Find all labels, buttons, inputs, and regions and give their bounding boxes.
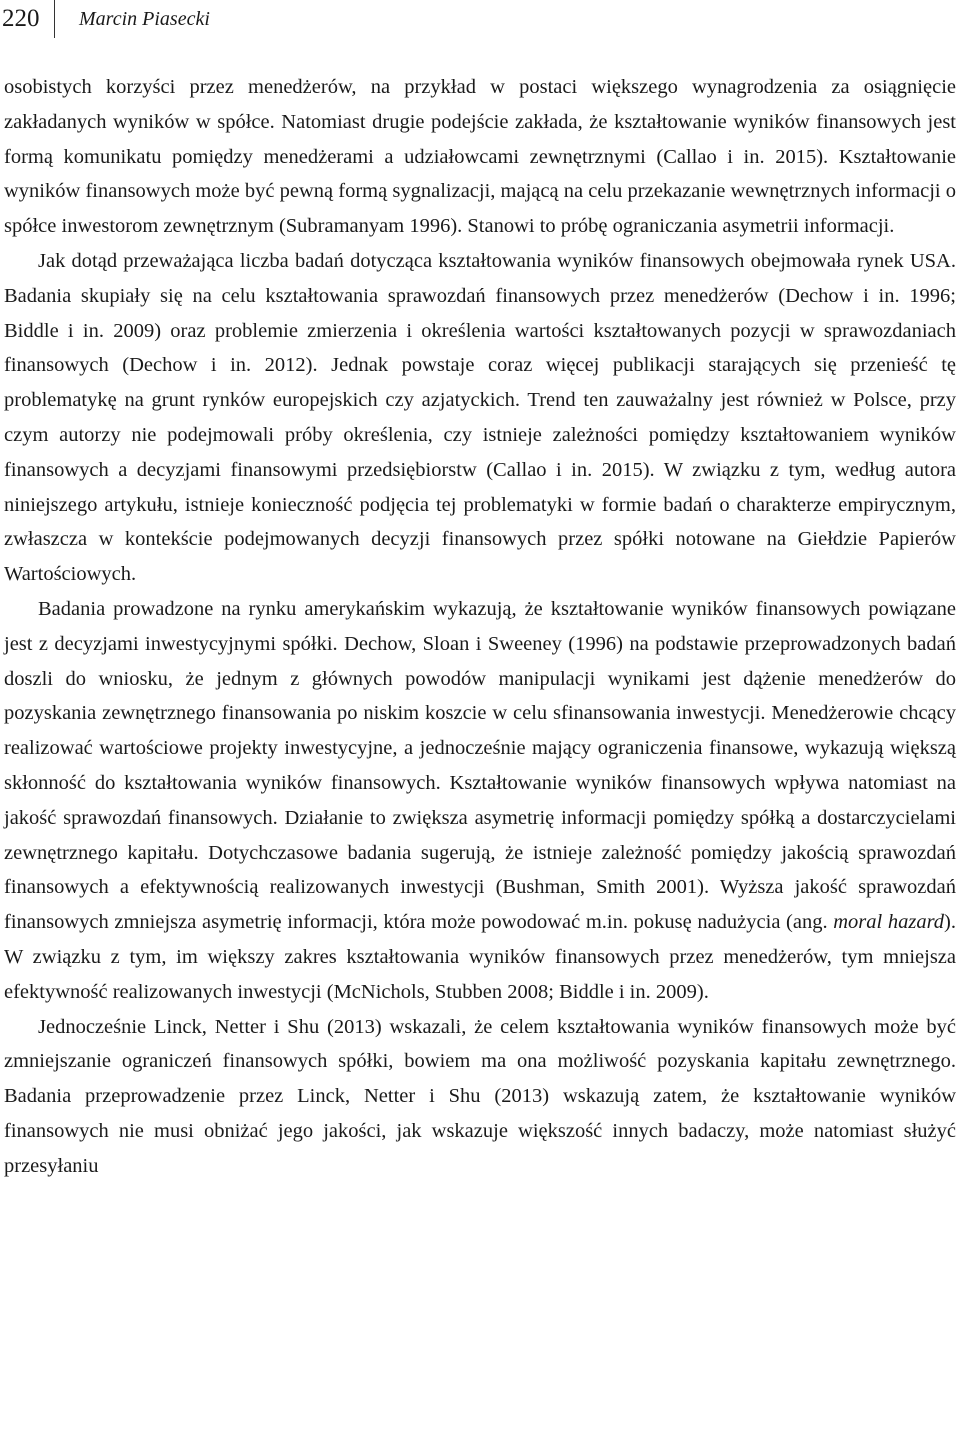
running-header-author: Marcin Piasecki (79, 8, 210, 30)
page-number: 220 (2, 5, 40, 32)
header-divider (54, 0, 55, 38)
paragraph-text: osobistych korzyści przez menedżerów, na przykład w postaci większego wynagrodzenia za osiągnięcie zakładanych wyników w spółce. Natomiast drugie podejście zakłada, że kształtowanie wyników finansowych jest formą komunikatu pomiędzy menedżerami a udziałowcami zewnętrznymi (Callao i in. 2015). Kształtowanie wyników finansowych może być pewną formą sygnalizacji, mającą na celu przekazanie wewnętrznych informacji o spółce inwestorom zewnętrznym (Subramanyam 1996). Stanowi to próbę ograniczania asymetrii informacji. (4, 76, 956, 238)
running-header (0, 0, 210, 38)
body-paragraph (4, 244, 956, 592)
paragraph-text: Badania prowadzone na rynku amerykańskim wykazują, że kształtowanie wyników finansowych powiązane jest z decyzjami inwestycyjnymi spółki. Dechow, Sloan i Sweeney (1996) na podstawie przeprowadzonych badań doszli do wniosku, że jednym z głównych powodów manipulacji wynikami jest dążenie menedżerów do pozyskania zewnętrznego finansowania po niskim koszcie w celu sfinansowania inwestycji. Menedżerowie chcący realizować wartościowe projekty inwestycyjne, a jednocześnie mający ograniczenia finansowe, wykazują większą skłonność do kształtowania wyników finansowych. Kształtowanie wyników finansowych wpływa natomiast na jakość sprawozdań finansowych. Działanie to zwiększa asymetrię informacji pomiędzy spółką a dostarczycielami zewnętrznego kapitału. Dotychczasowe badania sugerują, że istnieje zależność pomiędzy jakością sprawozdań finansowych a efektywnością realizowanych inwestycji (Bushman, Smith 2001). Wyższa jakość sprawozdań finansowych zmniejsza asymetrię informacji, która może powodować m.in. pokusę nadużycia (ang. (4, 597, 956, 934)
italic-term: moral hazard (833, 911, 945, 934)
body-paragraph (4, 70, 956, 244)
paragraph-text: Jednocześnie Linck, Netter i Shu (2013) wskazali, że celem kształtowania wyników finansowych może być zmniejszanie ograniczeń finansowych spółki, bowiem ma ona możliwość pozyskania kapitału zewnętrznego. Badania przeprowadzenie przez Linck, Netter i Shu (2013) wskazują zatem, że kształtowanie wyników finansowych nie musi obniżać jego jakości, jak wskazuje większość innych badaczy, może natomiast służyć przesyłaniu (4, 1015, 956, 1177)
body-paragraph (4, 592, 956, 1010)
paragraph-text: Jak dotąd przeważająca liczba badań dotycząca kształtowania wyników finansowych obejmowała rynek USA. Badania skupiały się na celu kształtowania sprawozdań finansowych przez menedżerów (Dechow i in. 1996; Biddle i in. 2009) oraz problemie zmierzenia i określenia wartości kształtowanych pozycji w sprawozdaniach finansowych (Dechow i in. 2012). Jednak powstaje coraz więcej publikacji starających się przenieść tę problematykę na grunt rynków europejskich czy azjatyckich. Trend ten zauważalny jest również w Polsce, przy czym autorzy nie podejmowali próby określenia, czy istnieje zależności pomiędzy kształtowaniem wyników finansowych a decyzjami finansowymi przedsiębiorstw (Callao i in. 2015). W związku z tym, według autora niniejszego artykułu, istnieje konieczność podjęcia tej problematyki w formie badań o charakterze empirycznym, zwłaszcza w kontekście podejmowanych decyzji finansowych przez spółki notowane na Giełdzie Papierów Wartościowych. (4, 249, 956, 586)
body-text (4, 70, 956, 1184)
body-paragraph (4, 1010, 956, 1184)
paragraph-text: ). W związku z tym, im większy zakres kształtowania wyników finansowych przez menedżerów, tym mniejsza efektywność realizowanych inwestycji (McNichols, Stubben 2008; Biddle i in. 2009). (4, 911, 956, 1003)
